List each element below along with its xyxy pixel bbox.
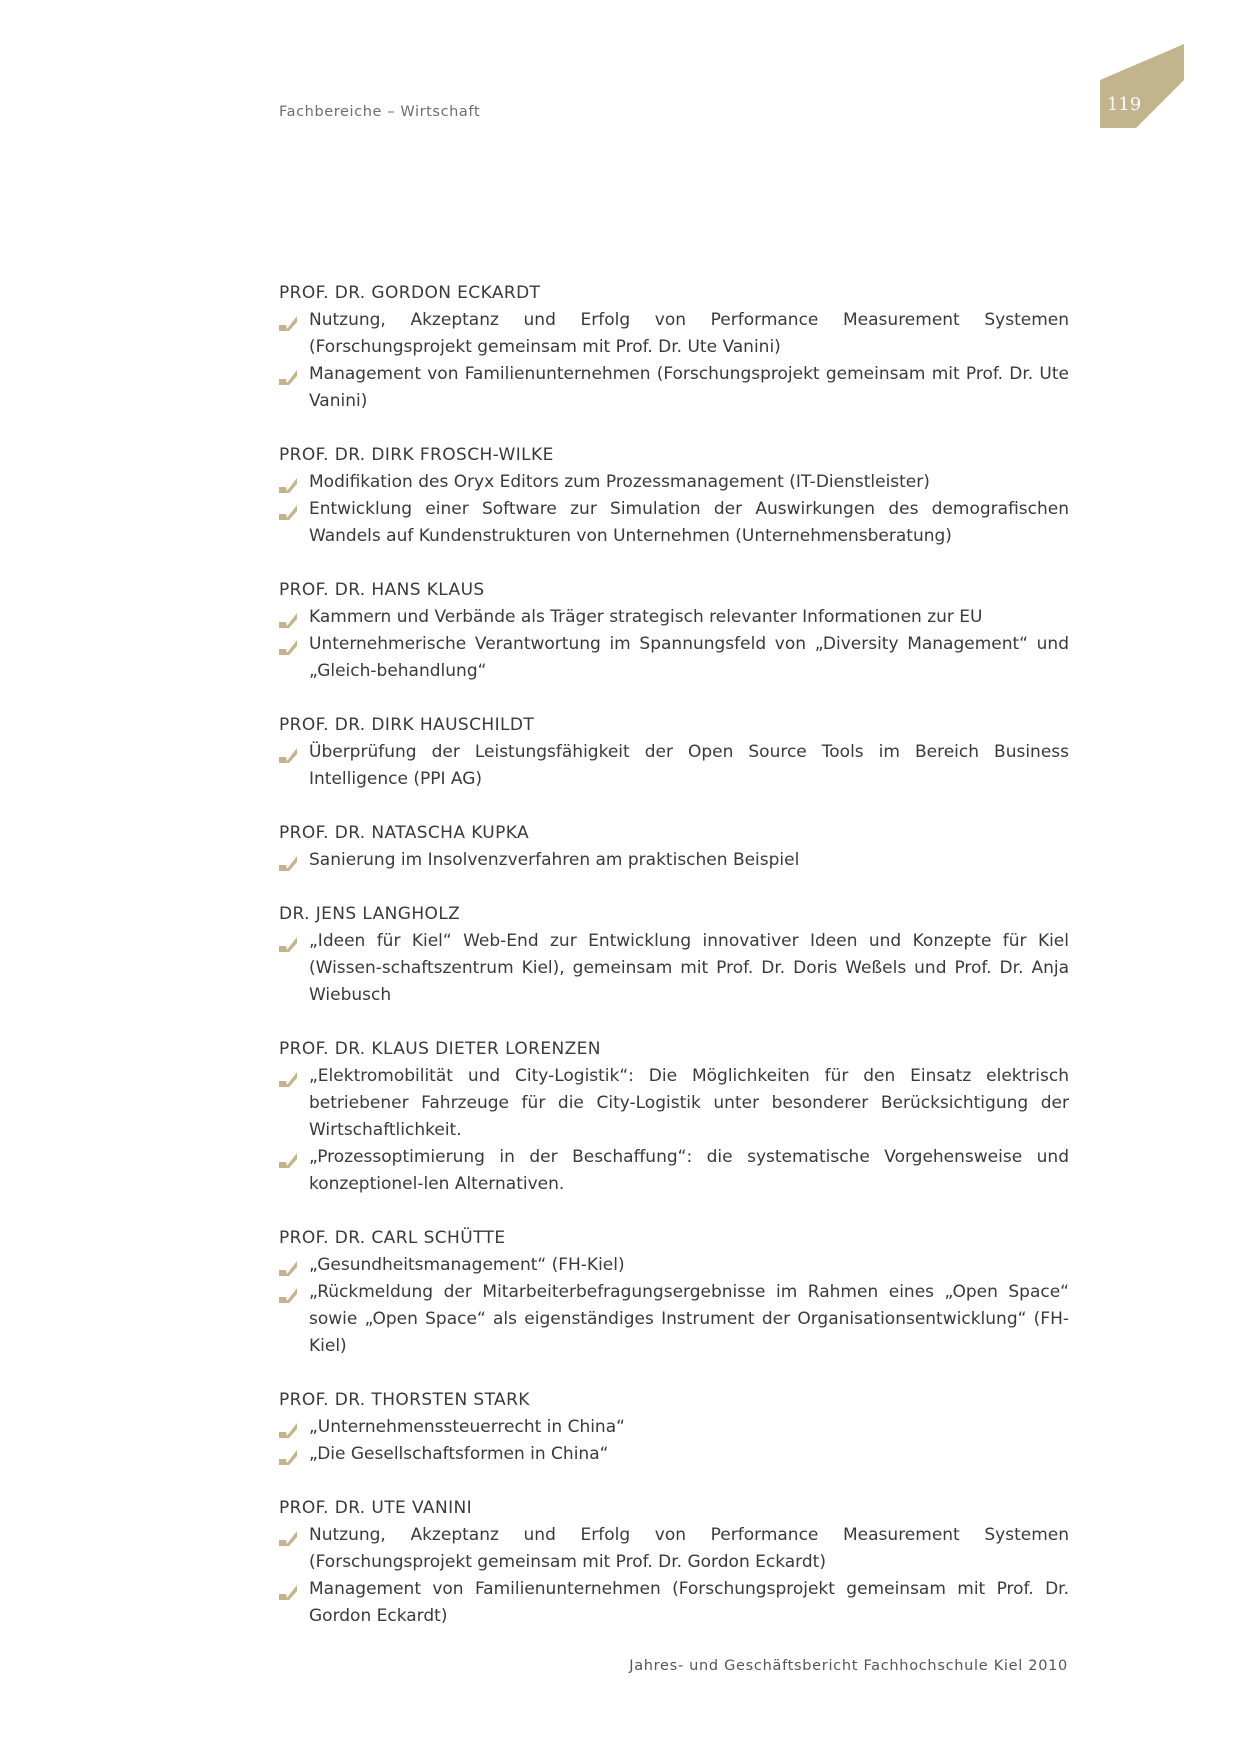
checkmark-bullet-icon [279, 637, 297, 652]
person-name: PROF. DR. THORSTEN STARK [279, 1390, 530, 1410]
person-section [279, 820, 1069, 874]
checkmark-bullet-icon [279, 1150, 297, 1165]
project-list [279, 1522, 1069, 1630]
list-item [279, 631, 1069, 685]
list-item-text: „Elektromobilität und City-Logistik“: Die Möglichkeiten für den Einsatz elektrisch betriebener Fahrzeuge für die City-Logistik unter besonderer Berücksichtigung der Wirtschaftlichkeit. [309, 1066, 1069, 1140]
list-item-text: Entwicklung einer Software zur Simulation der Auswirkungen des demografischen Wandels auf Kundenstrukturen von Unternehmen (Unternehmensberatung) [309, 499, 1069, 546]
list-item-text: Nutzung, Akzeptanz und Erfolg von Performance Measurement Systemen (Forschungsprojekt gemeinsam mit Prof. Dr. Ute Vanini) [309, 310, 1069, 357]
project-list [279, 1063, 1069, 1198]
list-item-text: Modifikation des Oryx Editors zum Prozessmanagement (IT-Dienstleister) [309, 472, 930, 492]
person-name: PROF. DR. DIRK HAUSCHILDT [279, 715, 535, 735]
person-section [279, 1495, 1069, 1630]
checkmark-bullet-icon [279, 1258, 297, 1273]
person-name: PROF. DR. UTE VANINI [279, 1498, 473, 1518]
list-item [279, 469, 1069, 496]
checkmark-bullet-icon [279, 1528, 297, 1543]
list-item [279, 739, 1069, 793]
page-number-tab-icon [1100, 44, 1184, 128]
list-item-text: Kammern und Verbände als Träger strategisch relevanter Informationen zur EU [309, 607, 983, 627]
checkmark-bullet-icon [279, 610, 297, 625]
person-name: PROF. DR. GORDON ECKARDT [279, 283, 541, 303]
list-item [279, 928, 1069, 1009]
list-item-text: „Rückmeldung der Mitarbeiterbefragungsergebnisse im Rahmen eines „Open Space“ sowie „Open Space“ als eigenständiges Instrument der Organisationsentwicklung“ (FH-Kiel) [309, 1282, 1069, 1356]
checkmark-bullet-icon [279, 1582, 297, 1597]
list-item-text: Management von Familienunternehmen (Forschungsprojekt gemeinsam mit Prof. Dr. Ute Vanini) [309, 364, 1069, 411]
person-name: DR. JENS LANGHOLZ [279, 904, 461, 924]
list-item [279, 604, 1069, 631]
list-item-text: „Die Gesellschaftsformen in China“ [309, 1444, 609, 1464]
list-item [279, 1414, 1069, 1441]
checkmark-bullet-icon [279, 1447, 297, 1462]
person-section [279, 901, 1069, 1009]
person-section [279, 1036, 1069, 1198]
list-item [279, 1144, 1069, 1198]
checkmark-bullet-icon [279, 1285, 297, 1300]
list-item [279, 361, 1069, 415]
list-item [279, 1441, 1069, 1468]
person-name: PROF. DR. NATASCHA KUPKA [279, 823, 530, 843]
list-item [279, 1279, 1069, 1360]
person-section [279, 712, 1069, 793]
checkmark-bullet-icon [279, 745, 297, 760]
list-item-text: Nutzung, Akzeptanz und Erfolg von Performance Measurement Systemen (Forschungsprojekt gemeinsam mit Prof. Dr. Gordon Eckardt) [309, 1525, 1069, 1572]
checkmark-bullet-icon [279, 934, 297, 949]
list-item [279, 1522, 1069, 1576]
list-item [279, 847, 1069, 874]
person-name: PROF. DR. KLAUS DIETER LORENZEN [279, 1039, 601, 1059]
list-item-text: „Prozessoptimierung in der Beschaffung“: die systematische Vorgehensweise und konzeptionel-len Alternativen. [309, 1147, 1069, 1194]
project-list [279, 1414, 1069, 1468]
list-item [279, 1063, 1069, 1144]
project-list [279, 739, 1069, 793]
checkmark-bullet-icon [279, 475, 297, 490]
footer-text: Jahres- und Geschäftsbericht Fachhochschule Kiel 2010 [629, 1658, 1068, 1674]
checkmark-bullet-icon [279, 1069, 297, 1084]
page-number: 119 [1106, 94, 1142, 115]
list-item-text: „Unternehmenssteuerrecht in China“ [309, 1417, 625, 1437]
checkmark-bullet-icon [279, 1420, 297, 1435]
checkmark-bullet-icon [279, 313, 297, 328]
project-list [279, 1252, 1069, 1360]
checkmark-bullet-icon [279, 502, 297, 517]
list-item [279, 496, 1069, 550]
project-list [279, 307, 1069, 415]
checkmark-bullet-icon [279, 853, 297, 868]
person-name: PROF. DR. DIRK FROSCH-WILKE [279, 445, 554, 465]
person-section [279, 1387, 1069, 1468]
list-item [279, 1252, 1069, 1279]
list-item-text: Überprüfung der Leistungsfähigkeit der Open Source Tools im Bereich Business Intelligence (PPI AG) [309, 742, 1069, 789]
project-list [279, 469, 1069, 550]
person-section [279, 577, 1069, 685]
list-item-text: Unternehmerische Verantwortung im Spannungsfeld von „Diversity Management“ und „Gleich-behandlung“ [309, 634, 1069, 681]
person-section [279, 280, 1069, 415]
list-item-text: Sanierung im Insolvenzverfahren am praktischen Beispiel [309, 850, 800, 870]
list-item-text: Management von Familienunternehmen (Forschungsprojekt gemeinsam mit Prof. Dr. Gordon Eckardt) [309, 1579, 1069, 1626]
list-item [279, 1576, 1069, 1630]
list-item [279, 307, 1069, 361]
running-head: Fachbereiche – Wirtschaft [279, 104, 481, 120]
list-item-text: „Ideen für Kiel“ Web-End zur Entwicklung innovativer Ideen und Konzepte für Kiel (Wissen-schaftszentrum Kiel), gemeinsam mit Prof. Dr. Doris Weßels und Prof. Dr. Anja Wiebusch [309, 931, 1069, 1005]
person-name: PROF. DR. HANS KLAUS [279, 580, 485, 600]
project-list [279, 604, 1069, 685]
person-section [279, 442, 1069, 550]
project-list [279, 847, 1069, 874]
project-list [279, 928, 1069, 1009]
research-list [279, 280, 1069, 1657]
checkmark-bullet-icon [279, 367, 297, 382]
person-section [279, 1225, 1069, 1360]
person-name: PROF. DR. CARL SCHÜTTE [279, 1228, 506, 1248]
list-item-text: „Gesundheitsmanagement“ (FH-Kiel) [309, 1255, 625, 1275]
